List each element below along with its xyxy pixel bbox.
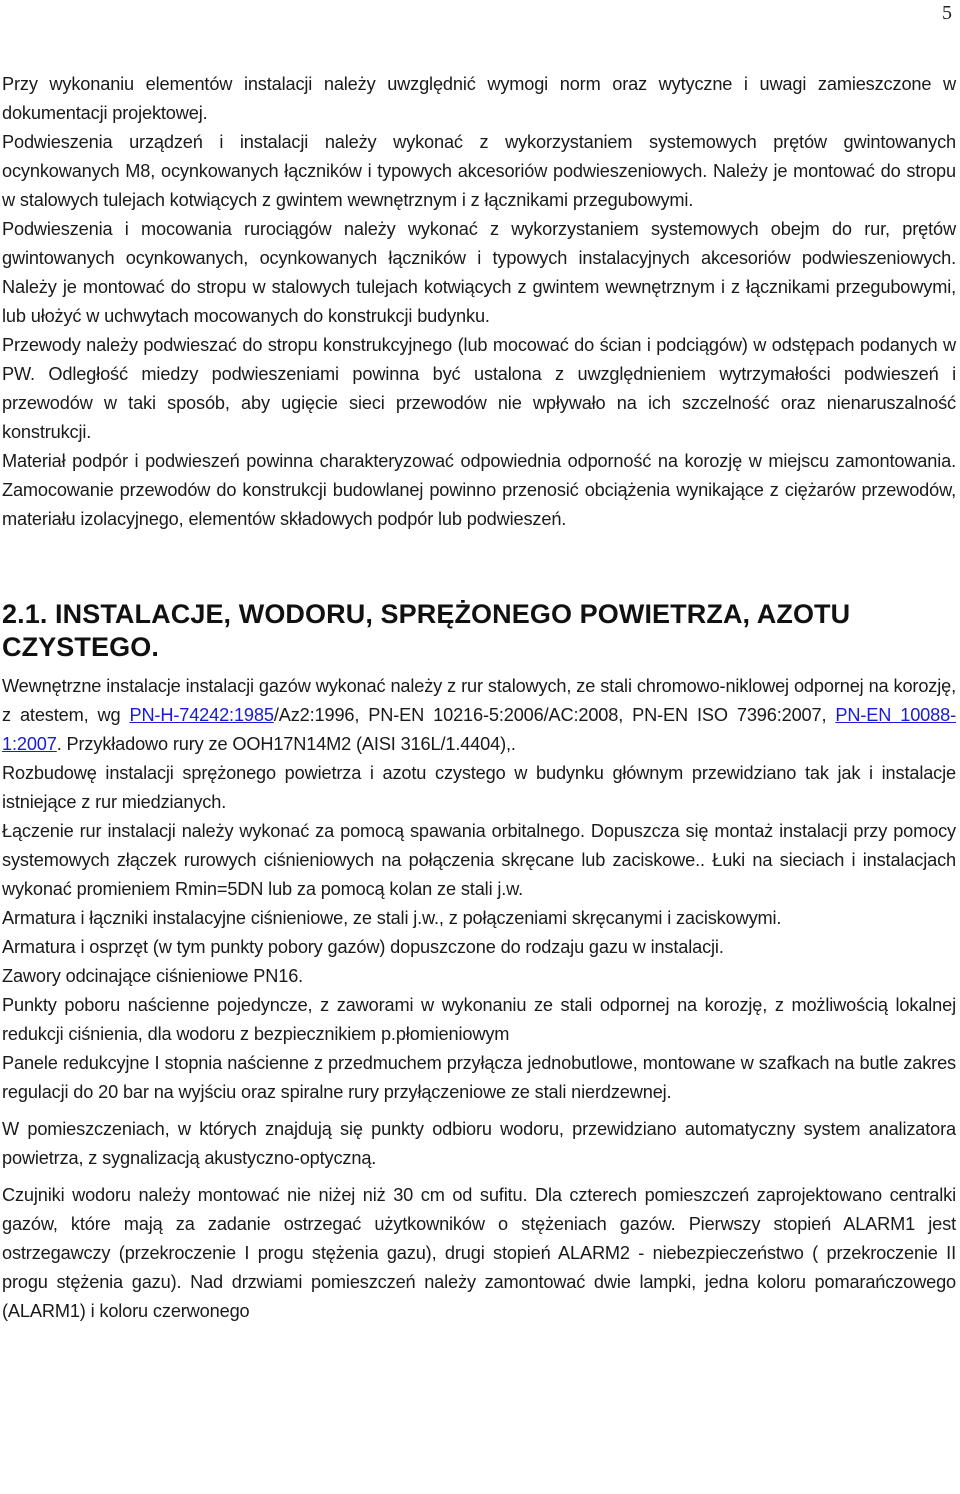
paragraph-hydrogen-sensors: Czujniki wodoru należy montować nie niżej niż 30 cm od sufitu. Dla czterech pomieszczeń zaprojektowano centralki gazów, które mają za zadanie ostrzegać użytkowników o stężeniach gazów. Pierwszy stopień ALARM1 jest ostrzegawczy (przekroczenie I progu stężenia gazu), drugi stopień ALARM2 - niebezpieczeństwo ( przekroczenie II progu stężenia gazu). Nad drzwiami pomieszczeń należy zamontować dwie lampki, jedna koloru pomarańczowego (ALARM1) i koloru czerwonego bbox=[2, 1185, 956, 1321]
paragraph-pipe-material bbox=[2, 672, 956, 759]
paragraph-pipe-spacing: Przewody należy podwieszać do stropu konstrukcyjnego (lub mocować do ścian i podciągów) w odstępach podanych w PW. Odległość miedzy podwieszeniami powinna być ustalona z uwzględnieniem wytrzymałości podwieszeń i przewodów w taki sposób, aby ugięcie sieci przewodów nie wpływało na ich szczelność oraz nienaruszalność konstrukcji. bbox=[2, 335, 956, 442]
standard-link-pn-en-10088[interactable]: PN-EN 10088-1:2007 bbox=[2, 705, 956, 754]
paragraph-valves: Zawory odcinające ciśnieniowe PN16. bbox=[2, 966, 304, 986]
paragraph-fittings: Armatura i łączniki instalacyjne ciśnieniowe, ze stali j.w., z połączeniami skręcanymi i zaciskowymi. bbox=[2, 908, 782, 928]
paragraph-equipment: Armatura i osprzęt (w tym punkty pobory gazów) dopuszczone do rodzaju gazu w instalacji. bbox=[2, 937, 724, 957]
pipe-material-text-2: /Az2:1996, PN-EN 10216-5:2006/AC:2008, PN-EN ISO 7396:2007, bbox=[273, 705, 836, 725]
section-spacer bbox=[2, 534, 956, 598]
paragraph-suspension-devices: Podwieszenia urządzeń i instalacji należy wykonać z wykorzystaniem systemowych prętów gwintowanych ocynkowanych M8, ocynkowanych łączników i typowych akcesoriów podwieszeniowych. Należy je montować do stropu w stalowych tulejach kotwiących z gwintem wewnętrznym i z łącznikami przegubowymi. bbox=[2, 132, 956, 210]
paragraph-norms: Przy wykonaniu elementów instalacji należy uwzględnić wymogi norm oraz wytyczne i uwagi zamieszczone w dokumentacji projektowej. bbox=[2, 74, 956, 123]
paragraph-outlet-points: Punkty poboru naścienne pojedyncze, z zaworami w wykonaniu ze stali odpornej na korozję, z możliwością lokalnej redukcji ciśnienia, dla wodoru z bezpiecznikiem p.płomieniowym bbox=[2, 995, 956, 1044]
paragraph-reduction-panels: Panele redukcyjne I stopnia naścienne z przedmuchem przyłącza jednobutlowe, montowane w szafkach na butle zakres regulacji do 20 bar na wyjściu oraz spiralne rury przyłączeniowe ze stali nierdzewnej. bbox=[2, 1053, 956, 1102]
document-body bbox=[2, 70, 956, 1326]
page-number: 5 bbox=[942, 2, 952, 24]
standard-link-pn-h-74242[interactable]: PN-H-74242:1985 bbox=[129, 705, 274, 725]
paragraph-support-material: Materiał podpór i podwieszeń powinna charakteryzować odpowiednia odporność na korozję w miejscu zamontowania. Zamocowanie przewodów do konstrukcji budowlanej powinno przenosić obciążenia wynikające z ciężarów przewodów, materiału izolacyjnego, elementów składowych podpór lub podwieszeń. bbox=[2, 451, 956, 529]
paragraph-spacer bbox=[2, 1107, 956, 1115]
pipe-material-text-3: . Przykładowo rury ze OOH17N14M2 (AISI 316L/1.4404),. bbox=[56, 734, 516, 754]
paragraph-joining: Łączenie rur instalacji należy wykonać za pomocą spawania orbitalnego. Dopuszcza się montaż instalacji przy pomocy systemowych złączek rurowych ciśnieniowych na połączenia skręcane lub zaciskowe.. Łuki na sieciach i instalacjach wykonać promieniem Rmin=5DN lub za pomocą kolan ze stali j.w. bbox=[2, 821, 956, 899]
pipe-material-text-1: Wewnętrzne instalacje instalacji gazów wykonać należy z rur stalowych, ze stali chromowo-niklowej odpornej na korozję, z atestem, wg bbox=[2, 676, 956, 725]
paragraph-spacer bbox=[2, 1173, 956, 1181]
paragraph-air-analyzer: W pomieszczeniach, w których znajdują się punkty odbioru wodoru, przewidziano automatyczny system analizatora powietrza, z sygnalizacją akustyczno-optyczną. bbox=[2, 1119, 956, 1168]
paragraph-expansion: Rozbudowę instalacji sprężonego powietrza i azotu czystego w budynku głównym przewidziano tak jak i instalacje istniejące z rur miedzianych. bbox=[2, 763, 956, 812]
paragraph-pipe-mounting: Podwieszenia i mocowania rurociągów należy wykonać z wykorzystaniem systemowych obejm do rur, prętów gwintowanych ocynkowanych, ocynkowanych łączników i typowych instalacyjnych akcesoriów podwieszeniowych. Należy je montować do stropu w stalowych tulejach kotwiących z gwintem wewnętrznym i z łącznikami przegubowymi, lub ułożyć w uchwytach mocowanych do konstrukcji budynku. bbox=[2, 219, 956, 326]
section-heading: 2.1. INSTALACJE, WODORU, SPRĘŻONEGO POWIETRZA, AZOTU CZYSTEGO. bbox=[2, 599, 851, 662]
